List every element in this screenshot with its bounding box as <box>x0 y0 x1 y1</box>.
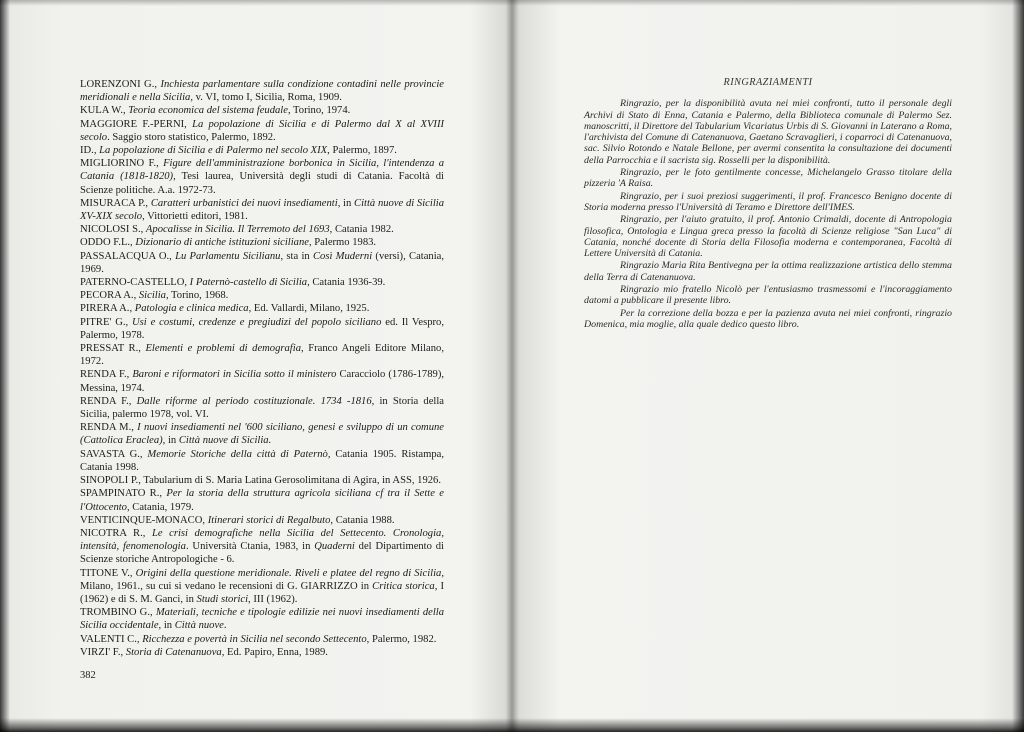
entry-title: I nuovi insediamenti nel '600 siciliano, genesi e sviluppo di un comune (Cattolica Eraclea) <box>80 422 445 447</box>
entry-title: La popolazione di Sicilia e di Palermo dal X al XVIII secolo <box>80 118 444 143</box>
entry-text: RENDA M., <box>80 422 138 434</box>
acknowledgement-paragraph: Ringrazio, per l'aiuto gratuito, il prof. Antonio Crimaldi, docente di Antropologia filosofica, Ontologia e Lingua greca presso la facoltà di Scienze religiose "San Luca" di Catania, nonché docente di Storia della Filosofia moderna e contemporanea, Facoltà di Lettere Università di Catania. <box>584 214 952 260</box>
entry-text: PITRE' G., <box>80 316 133 328</box>
entry-title: Caratteri urbanistici dei nuovi insediamenti <box>150 197 338 209</box>
acknowledgement-paragraph: Ringrazio, per le foto gentilmente concesse, Michelangelo Grasso titolare della pizzeria 'A Raisa. <box>584 167 952 190</box>
bibliography-entry <box>80 646 444 659</box>
entry-title: Città nuove <box>174 620 224 632</box>
bibliography-entry <box>80 104 444 117</box>
bibliography-entry <box>80 342 444 368</box>
entry-text: VALENTI C., <box>80 633 143 645</box>
entry-title: Patologia e clinica medica <box>134 303 249 315</box>
entry-title: Usi e costumi, credenze e pregiudizi del popolo siciliano <box>132 316 382 328</box>
entry-text: , I (1962) e di S. M. Ganci, in <box>80 580 445 605</box>
book-gutter <box>506 0 518 732</box>
entry-title: Per la storia della struttura agricola siciliana cf tra il Sette e l'Ottocento <box>80 488 444 513</box>
entry-text: (versi), Catania, 1969. <box>80 250 445 275</box>
entry-text: PIRERA A., <box>80 303 135 315</box>
acknowledgement-paragraph: Ringrazio, per la disponibilità avuta nei miei confronti, tutto il personale degli Archivi di Stato di Enna, Catania e Palermo, della Biblioteca comunale di Palermo Sez. manoscritti, il Direttore del Tabularium Vicariatus Urbis di S. Giovanni in Laterano a Roma, l'archivista del Comune di Catenanuova, Gaetano Scravaglieri, i coparroci di Catenanuova, sac. Silvio Rotondo e Natale Bellone, per avermi consentita la consultazione dei documenti della Parrocchia e il sacrista sig. Rosselli per la disponibilità. <box>584 98 952 166</box>
entry-text: RENDA F., <box>80 369 133 381</box>
bibliography-entry <box>80 606 444 632</box>
acknowledgements-section <box>584 77 952 331</box>
acknowledgement-paragraph: Per la correzione della bozza e per la pazienza avuta nei miei confronti, ringrazio Domenica, mia moglie, alla quale dedico questo libro. <box>584 307 952 330</box>
bibliography-entry <box>80 514 444 527</box>
bibliography-entry <box>80 144 444 157</box>
bibliography-entry <box>80 250 444 276</box>
bottom-edge-shadow <box>0 718 1024 732</box>
bibliography-entry <box>80 633 444 646</box>
entry-title: Teoria economica del sistema feudale <box>128 105 288 117</box>
entry-text: , Catania, 1979. <box>126 501 194 513</box>
entry-title: Storia di Catenanuova <box>125 646 222 658</box>
entry-text: , Franco Angeli Editore Milano, 1972. <box>80 343 444 368</box>
bibliography-entry <box>80 197 444 223</box>
bibliography-entry <box>80 567 444 607</box>
entry-text: , in <box>162 435 179 447</box>
acknowledgement-paragraph: Ringrazio, per i suoi preziosi suggerimenti, il prof. Francesco Benigno docente di Storia moderna presso l'Università di Teramo e Direttore dell'IMES. <box>584 190 952 213</box>
entry-text: , Palermo 1983. <box>308 237 377 249</box>
entry-text: , Catania 1988. <box>330 514 395 526</box>
entry-title: Itinerari storici di Regalbuto <box>207 514 331 526</box>
acknowledgements-heading: RINGRAZIAMENTI <box>723 77 813 88</box>
entry-title: Materiali, tecniche e tipologie edilizie nei nuovi insediamenti della Sicilia occidentale <box>80 607 445 632</box>
bibliography-entry <box>80 395 444 421</box>
entry-text: LORENZONI G., <box>80 79 161 90</box>
entry-text: . Saggio storo statistico, Palermo, 1892. <box>107 131 276 143</box>
bibliography-entry <box>80 487 444 513</box>
entry-text: PATERNO-CASTELLO, <box>80 277 190 289</box>
entry-title: Memorie Storiche della città di Paternò <box>147 448 328 460</box>
entry-text: TITONE V., <box>80 567 136 579</box>
entry-title: Quaderni <box>314 541 355 553</box>
entry-text: , in Storia della Sicilia, palermo 1978, vol. VI. <box>80 395 444 421</box>
acknowledgement-paragraph: Ringrazio mio fratello Nicolò per l'entusiasmo trasmessomi e l'incoraggiamento datomi a pubblicare il presente libro. <box>584 284 952 307</box>
entry-text: NICOTRA R., <box>80 527 152 539</box>
bibliography-entry <box>80 78 444 104</box>
entry-text: , III (1962). <box>248 593 298 605</box>
bibliography-entry <box>80 118 444 144</box>
entry-title: Baroni e riformatori in Sicilia sotto il ministero <box>132 369 337 381</box>
entry-title: Elementi e problemi di demografia <box>145 343 301 355</box>
entry-text: KULA W., <box>80 105 129 117</box>
entry-text: PASSALACQUA O., <box>80 250 176 262</box>
entry-title: Figure dell'amministrazione borbonica in Sicilia, l'intendenza a Catania (1818-1820) <box>80 158 444 183</box>
entry-title: La popolazione di Sicilia e di Palermo nel secolo XIX <box>99 145 328 157</box>
entry-text: , Palermo, 1897. <box>327 145 397 157</box>
bibliography-entry <box>80 236 444 249</box>
entry-text: del Dipartimento di Scienze storiche Antropologiche - 6. <box>80 541 444 566</box>
entry-text: , Torino, 1968. <box>165 290 229 302</box>
entry-title: Ricchezza e povertà in Sicilia nel secondo Settecento <box>142 633 367 645</box>
entry-text: , Catania 1905. Ristampa, Catania 1998. <box>80 448 444 473</box>
entry-title: Inchiesta parlamentare sulla condizione contadini nelle provincie meridionali e nella Sicilia <box>80 79 445 104</box>
entry-text: , in <box>337 197 355 209</box>
entry-text: , sta in <box>280 250 313 262</box>
acknowledgements-body <box>584 98 952 330</box>
entry-text: SAVASTA G., <box>80 448 148 460</box>
acknowledgement-paragraph: Ringrazio Maria Rita Bentivegna per la ottima realizzazione artistica dello stemma della Terra di Catenanuova. <box>584 260 952 283</box>
bibliography-entry <box>80 527 444 567</box>
entry-text: MIGLIORINO F., <box>80 158 164 170</box>
entry-text: PECORA A., <box>80 290 139 302</box>
entry-title: Dalle riforme al periodo costituzionale. 1734 -1816 <box>136 395 372 407</box>
entry-text: , Milano, 1961., su cui si vedano le recensioni di G. GIARRIZZO in <box>80 567 444 592</box>
entry-title: Sicilia <box>138 290 166 302</box>
entry-text: NICOLOSI S., <box>80 224 146 236</box>
entry-title: Dizionario di antiche istituzioni siciliane <box>135 237 309 249</box>
bibliography-entry <box>80 157 444 197</box>
bibliography-entry <box>80 276 444 289</box>
entry-text: , v. VI, tomo I, Sicilia, Roma, 1909. <box>190 92 342 104</box>
entry-text: ID., <box>80 145 100 157</box>
entry-text: MAGGIORE F.-PERNI, <box>80 118 193 130</box>
bibliography-entry <box>80 289 444 302</box>
entry-text: PRESSAT R., <box>80 343 146 355</box>
entry-text: SPAMPINATO R., <box>80 488 167 500</box>
entry-text: RENDA F., <box>80 395 137 407</box>
entry-title: Apocalisse in Sicilia. Il Terremoto del 1693 <box>145 224 330 236</box>
entry-title: I Paternò-castello di Sicilia <box>189 277 308 289</box>
entry-text: MISURACA P., <box>80 197 151 209</box>
entry-title: Critica storica <box>372 580 435 592</box>
entry-text: . Università Ctania, 1983, in <box>185 541 315 553</box>
bibliography-entry <box>80 368 444 394</box>
entry-text: , in <box>158 620 175 632</box>
entry-text: , Ed. Papiro, Enna, 1989. <box>221 646 328 658</box>
entry-text: , Palermo, 1982. <box>366 633 437 645</box>
entry-title: Città nuove di Sicilia XV-XIX secolo <box>80 197 445 223</box>
bibliography-entry <box>80 223 444 236</box>
entry-title: Le crisi demografiche nella Sicilia del Settecento. Cronologia, intensità, fenomenologia <box>80 527 444 553</box>
bibliography-entry <box>80 448 444 474</box>
bibliography-list <box>80 78 444 659</box>
entry-text: . <box>223 620 227 632</box>
entry-text: TROMBINO G., <box>80 607 156 619</box>
entry-title: Studi storici <box>196 593 249 605</box>
bibliography-entry <box>80 316 444 342</box>
entry-text: ODDO F.L., <box>80 237 136 249</box>
page-number: 382 <box>80 670 96 681</box>
bibliography-entry <box>80 302 444 315</box>
entry-title: Origini della questione meridionale. Riveli e platee del regno di Sicilia <box>135 567 442 579</box>
entry-text: , Torino, 1974. <box>287 105 351 117</box>
entry-text: ed. Il Vespro, Palermo, 1978. <box>80 316 444 341</box>
entry-text: , Catania 1982. <box>329 224 394 236</box>
bibliography-entry <box>80 421 444 447</box>
entry-title: Così Muderni <box>312 250 373 262</box>
entry-text: , Vittorietti editori, 1981. <box>142 211 248 223</box>
entry-text: SINOPOLI P., Tabularium di S. Maria Latina Gerosolimitana di Agira, in ASS, 1926. <box>80 475 441 487</box>
entry-text: VENTICINQUE-MONACO, <box>80 514 208 526</box>
entry-title: Città nuove di Sicilia. <box>178 435 272 447</box>
entry-text: , Catania 1936-39. <box>307 277 386 289</box>
entry-text: VIRZI' F., <box>80 646 126 658</box>
entry-text: , Tesi laurea, Università degli studi di Catania. Facoltà di Scienze politiche. A.a. 1972-73. <box>80 171 444 196</box>
bibliography-entry <box>80 474 444 487</box>
entry-title: Lu Parlamentu Sicilianu <box>175 250 281 262</box>
entry-text: Caracciolo (1786-1789), Messina, 1974. <box>80 369 444 394</box>
entry-text: , Ed. Vallardi, Milano, 1925. <box>248 303 370 315</box>
